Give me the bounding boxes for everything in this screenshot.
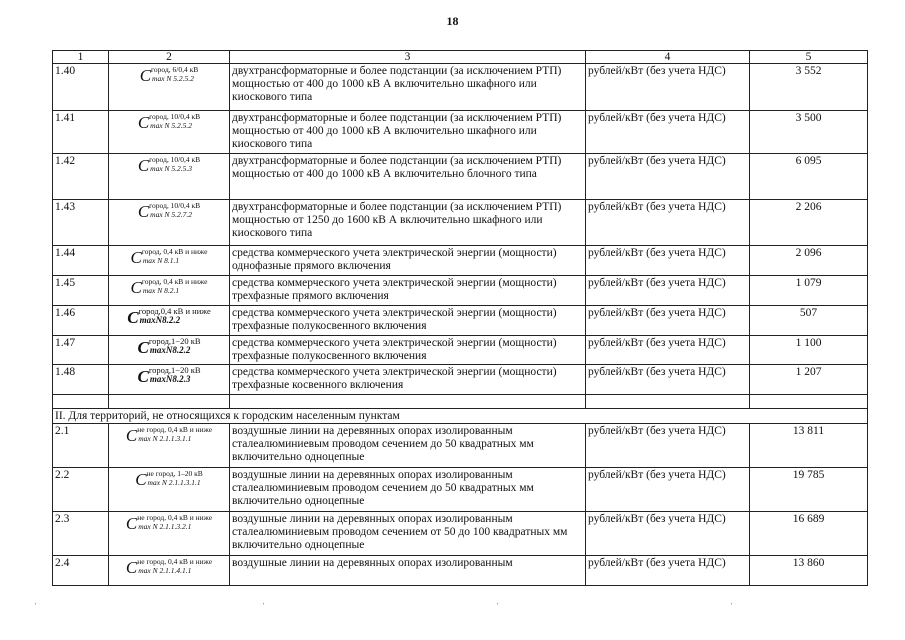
empty-cell [750, 395, 868, 409]
tariff-symbol [109, 468, 230, 512]
row-value: 3 552 [750, 64, 868, 111]
tariff-symbol-formula [126, 425, 212, 444]
column-header: 3 [230, 51, 586, 64]
row-number: 2.3 [53, 512, 109, 556]
tariff-symbol [109, 424, 230, 468]
tariff-symbol-letter: C [130, 248, 142, 267]
tariff-symbol-letter: C [127, 308, 139, 327]
tariff-symbol-superscript: город, 10/0,4 кВ [149, 112, 201, 121]
tariff-symbol-superscript: город, 10/0,4 кВ [149, 201, 201, 210]
column-header: 2 [109, 51, 230, 64]
tariff-symbol [109, 556, 230, 586]
table-row [53, 64, 868, 111]
tariff-table [52, 50, 868, 586]
row-unit: рублей/кВт (без учета НДС) [586, 512, 750, 556]
section-header-row [53, 409, 868, 424]
empty-cell [53, 395, 109, 409]
tariff-symbol-superscript: город,1−20 кВ [148, 365, 201, 375]
column-number-header-row [53, 51, 868, 64]
row-value: 2 096 [750, 246, 868, 276]
tariff-symbol-subscript: max N 8.2.1 [142, 286, 180, 295]
tariff-symbol-formula [140, 65, 199, 84]
scan-mark: ˌ [262, 594, 266, 605]
table-row [53, 306, 868, 336]
tariff-symbol-subscript: max N 5.2.5.3 [150, 164, 193, 173]
column-header: 1 [53, 51, 109, 64]
row-unit: рублей/кВт (без учета НДС) [586, 200, 750, 246]
scan-edge-marks [0, 594, 905, 608]
row-description: средства коммерческого учета электрической энергии (мощности) трехфазные прямого включения [230, 276, 586, 306]
tariff-symbol-formula [126, 513, 212, 532]
tariff-symbol-superscript: город, 0,4 кВ и ниже [141, 277, 208, 286]
row-value: 2 206 [750, 200, 868, 246]
table-row [53, 336, 868, 365]
tariff-symbol-superscript: город,0,4 кВ и ниже [138, 306, 211, 316]
row-description: средства коммерческого учета электрической энергии (мощности) трехфазные полукосвенного включения [230, 336, 586, 365]
row-number: 1.46 [53, 306, 109, 336]
row-description: воздушные линии на деревянных опорах изолированным сталеалюминиевым проводом сечением от 50 до 100 квадратных мм включительно одноцепные [230, 512, 586, 556]
row-description: средства коммерческого учета электрической энергии (мощности) трехфазные косвенного включения [230, 365, 586, 395]
row-number: 1.47 [53, 336, 109, 365]
tariff-symbol-letter: C [125, 514, 138, 533]
row-description: средства коммерческого учета электрической энергии (мощности) трехфазные полукосвенного включения [230, 306, 586, 336]
tariff-symbol-formula [138, 201, 200, 220]
tariff-table-body [53, 51, 868, 586]
tariff-symbol-formula [131, 247, 208, 266]
tariff-symbol-letter: C [137, 202, 150, 221]
table-row [53, 365, 868, 395]
tariff-symbol-letter: C [139, 66, 152, 85]
row-number: 2.4 [53, 556, 109, 586]
tariff-symbol-superscript: не город, 0,4 кВ и ниже [137, 425, 213, 434]
column-header: 5 [750, 51, 868, 64]
row-unit: рублей/кВт (без учета НДС) [586, 424, 750, 468]
row-unit: рублей/кВт (без учета НДС) [586, 468, 750, 512]
table-row [53, 556, 868, 586]
empty-cell [586, 395, 750, 409]
tariff-symbol-formula [126, 557, 212, 576]
row-description: двухтрансформаторные и более подстанции (за исключением РТП) мощностью от 400 до 1000 кВ А включительно шкафного или киоскового типа [230, 64, 586, 111]
tariff-symbol-letter: C [125, 426, 138, 445]
column-header: 4 [586, 51, 750, 64]
tariff-symbol [109, 512, 230, 556]
row-unit: рублей/кВт (без учета НДС) [586, 154, 750, 200]
row-value: 1 207 [750, 365, 868, 395]
empty-cell [230, 395, 586, 409]
tariff-symbol-superscript: город, 6/0,4 кВ [151, 65, 199, 74]
tariff-symbol-formula [135, 469, 203, 488]
row-value: 13 811 [750, 424, 868, 468]
tariff-symbol-subscript: max N 5.2.5.2 [152, 74, 194, 83]
row-value: 1 100 [750, 336, 868, 365]
row-number: 1.41 [53, 111, 109, 154]
empty-cell [109, 395, 230, 409]
tariff-symbol-formula [137, 337, 200, 356]
tariff-symbol-formula [138, 155, 200, 174]
row-value: 6 095 [750, 154, 868, 200]
row-unit: рублей/кВт (без учета НДС) [586, 556, 750, 586]
tariff-symbol [109, 365, 230, 395]
row-number: 2.2 [53, 468, 109, 512]
table-row [53, 276, 868, 306]
tariff-symbol-superscript: город, 0,4 кВ и ниже [141, 247, 208, 256]
scan-mark: ˌ [496, 594, 500, 605]
row-unit: рублей/кВт (без учета НДС) [586, 111, 750, 154]
table-row [53, 111, 868, 154]
row-value: 19 785 [750, 468, 868, 512]
tariff-symbol-subscript: max N 2.1.1.3.1.1 [138, 434, 192, 443]
row-value: 16 689 [750, 512, 868, 556]
row-number: 2.1 [53, 424, 109, 468]
tariff-symbol [109, 276, 230, 306]
tariff-symbol-letter: C [137, 367, 149, 386]
tariff-symbol [109, 306, 230, 336]
tariff-symbol-letter: C [137, 338, 149, 357]
tariff-symbol-superscript: не город, 1–20 кВ [146, 469, 203, 478]
tariff-symbol-letter: C [125, 558, 138, 577]
tariff-symbol-subscript: maxN8.2.3 [149, 374, 191, 384]
table-row [53, 246, 868, 276]
row-description: воздушные линии на деревянных опорах изолированным сталеалюминиевым проводом сечением до 50 квадратных мм включительно одноцепные [230, 468, 586, 512]
scan-mark: ˌ [34, 594, 38, 605]
tariff-symbol [109, 336, 230, 365]
tariff-symbol-formula [131, 277, 208, 296]
row-unit: рублей/кВт (без учета НДС) [586, 246, 750, 276]
table-row [53, 154, 868, 200]
tariff-symbol-formula [138, 112, 200, 131]
row-description: двухтрансформаторные и более подстанции (за исключением РТП) мощностью от 400 до 1000 кВ А включительно блочного типа [230, 154, 586, 200]
tariff-symbol-subscript: max N 5.2.7.2 [150, 210, 193, 219]
row-number: 1.44 [53, 246, 109, 276]
row-value: 3 500 [750, 111, 868, 154]
tariff-symbol-superscript: не город, 0,4 кВ и ниже [137, 557, 213, 566]
row-number: 1.40 [53, 64, 109, 111]
tariff-symbol-subscript: max N 2.1.1.4.1.1 [138, 566, 192, 575]
tariff-symbol-letter: C [137, 113, 150, 132]
tariff-symbol-superscript: город, 10/0,4 кВ [149, 155, 201, 164]
row-description: двухтрансформаторные и более подстанции (за исключением РТП) мощностью от 1250 до 1600 кВ А включительно шкафного или киоскового типа [230, 200, 586, 246]
tariff-symbol [109, 246, 230, 276]
tariff-symbol-subscript: maxN8.2.2 [149, 345, 191, 355]
tariff-symbol [109, 154, 230, 200]
section-title: II. Для территорий, не относящихся к городским населенным пунктам [53, 409, 868, 424]
tariff-symbol [109, 111, 230, 154]
tariff-symbol-superscript: не город, 0,4 кВ и ниже [137, 513, 213, 522]
tariff-symbol-subscript: max N 2.1.1.3.1.1 [147, 478, 201, 487]
row-description: воздушные линии на деревянных опорах изолированным сталеалюминиевым проводом сечением до 50 квадратных мм включительно одноцепные [230, 424, 586, 468]
tariff-symbol [109, 64, 230, 111]
row-number: 1.48 [53, 365, 109, 395]
empty-row [53, 395, 868, 409]
row-description: двухтрансформаторные и более подстанции (за исключением РТП) мощностью от 400 до 1000 кВ А включительно шкафного или киоскового типа [230, 111, 586, 154]
tariff-symbol [109, 200, 230, 246]
scan-mark: ˌ [730, 594, 734, 605]
row-number: 1.45 [53, 276, 109, 306]
row-number: 1.42 [53, 154, 109, 200]
table-row [53, 512, 868, 556]
tariff-symbol-letter: C [130, 278, 142, 297]
table-row [53, 200, 868, 246]
tariff-symbol-subscript: max N 8.1.1 [142, 256, 180, 265]
tariff-symbol-letter: C [135, 470, 147, 489]
row-unit: рублей/кВт (без учета НДС) [586, 276, 750, 306]
row-number: 1.43 [53, 200, 109, 246]
table-row [53, 468, 868, 512]
row-unit: рублей/кВт (без учета НДС) [586, 336, 750, 365]
row-unit: рублей/кВт (без учета НДС) [586, 365, 750, 395]
tariff-symbol-letter: C [137, 156, 150, 175]
tariff-symbol-superscript: город,1−20 кВ [148, 336, 201, 346]
row-unit: рублей/кВт (без учета НДС) [586, 306, 750, 336]
tariff-symbol-subscript: maxN8.2.2 [139, 315, 181, 325]
row-value: 1 079 [750, 276, 868, 306]
tariff-symbol-formula [137, 366, 200, 385]
row-description: средства коммерческого учета электрической энергии (мощности) однофазные прямого включения [230, 246, 586, 276]
page-number: 18 [446, 14, 459, 28]
row-unit: рублей/кВт (без учета НДС) [586, 64, 750, 111]
row-description: воздушные линии на деревянных опорах изолированным [230, 556, 586, 586]
tariff-symbol-subscript: max N 5.2.5.2 [150, 121, 193, 130]
table-row [53, 424, 868, 468]
tariff-symbol-formula [127, 307, 211, 326]
row-value: 13 860 [750, 556, 868, 586]
row-value: 507 [750, 306, 868, 336]
tariff-symbol-subscript: max N 2.1.1.3.2.1 [138, 522, 192, 531]
